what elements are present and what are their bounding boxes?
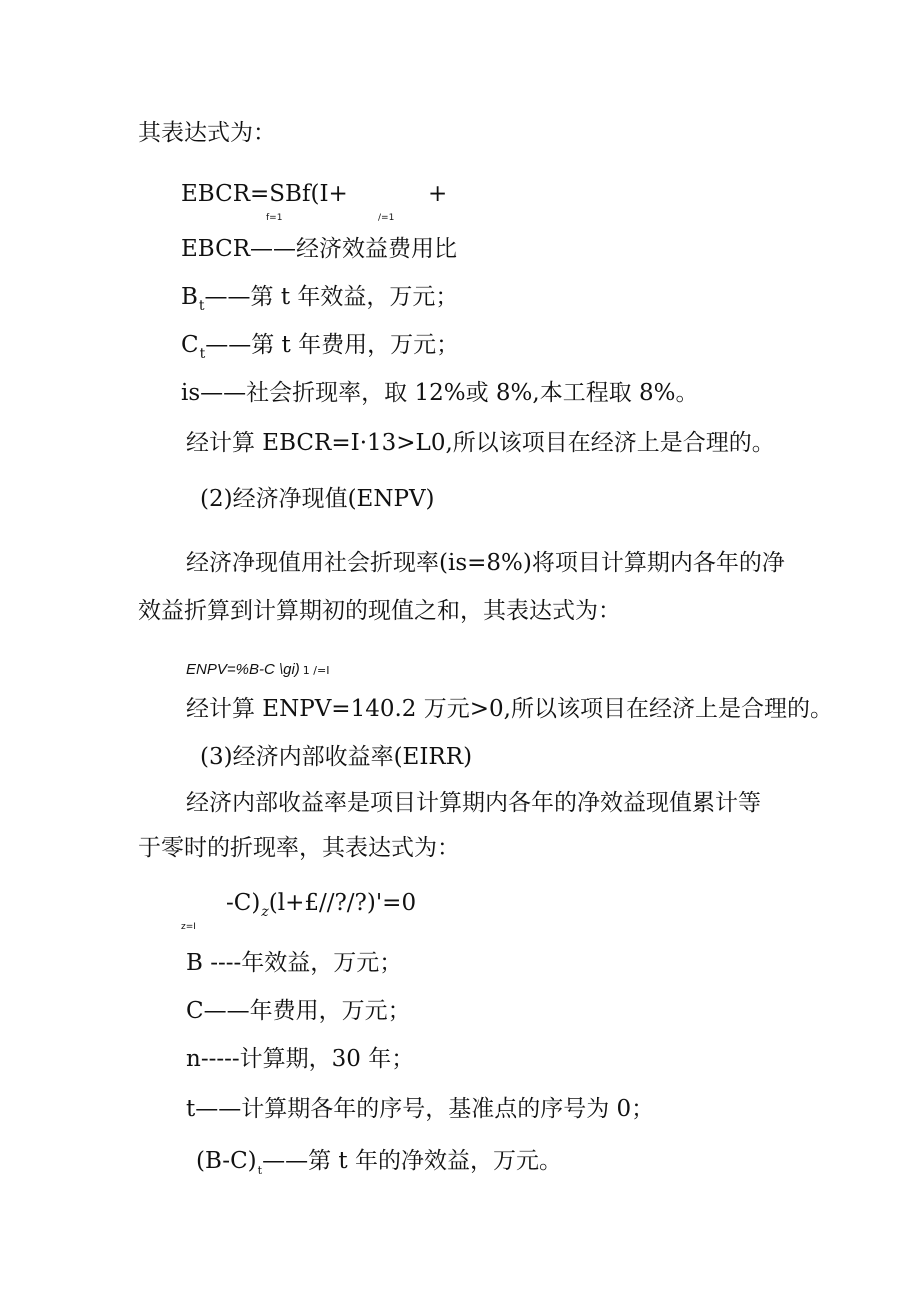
ebcr-formula-sub1: f=1 <box>266 213 283 223</box>
c-definition: C——年费用，万元； <box>186 998 411 1024</box>
net-benefit-subscript: t <box>257 1164 263 1177</box>
enpv-result: 经计算 ENPV=140.2 万元>0,所以该项目在经济上是合理的。 <box>186 696 833 722</box>
benefit-subscript: t <box>198 298 205 314</box>
net-benefit-definition <box>196 1146 562 1180</box>
eirr-paragraph-line2: 于零时的折现率，其表达式为： <box>138 835 460 861</box>
intro-text: 其表达式为： <box>138 120 276 146</box>
ebcr-formula-sub2: /=1 <box>378 213 395 223</box>
n-definition: n-----计算期，30 年； <box>186 1046 415 1072</box>
benefit-text: ——第 t 年效益，万元； <box>204 284 459 310</box>
enpv-formula <box>186 652 329 686</box>
cost-text: ——第 t 年费用，万元； <box>205 332 460 358</box>
eirr-paragraph-line1: 经济内部收益率是项目计算期内各年的净效益现值累计等 <box>186 790 761 816</box>
ebcr-formula-plus: + <box>428 181 448 207</box>
net-benefit-text: ——第 t 年的净效益，万元。 <box>262 1148 562 1174</box>
net-benefit-symbol: (B-C) <box>196 1148 257 1174</box>
eirr-formula-main: $-C)_z(l+£//?/?)'=0$ <box>226 890 417 920</box>
enpv-paragraph-line1: 经济净现值用社会折现率(is=8%)将项目计算期内各年的净 <box>186 550 785 576</box>
b-definition: B ----年效益，万元； <box>186 950 403 976</box>
ebcr-definition: EBCR——经济效益费用比 <box>181 236 458 262</box>
eirr-formula-sub: z=I <box>181 922 196 932</box>
discount-rate-definition: is——社会折现率，取 12%或 8%,本工程取 8%。 <box>181 380 699 406</box>
ebcr-result: 经计算 EBCR=I·13>L0,所以该项目在经济上是合理的。 <box>186 430 775 456</box>
benefit-definition <box>181 282 458 315</box>
enpv-paragraph-line2: 效益折算到计算期初的现值之和，其表达式为： <box>138 598 621 624</box>
enpv-heading: (2)经济净现值(ENPV) <box>200 486 435 512</box>
ebcr-formula-main: EBCR=SBf(I+ <box>181 181 348 207</box>
cost-symbol: C <box>181 332 199 358</box>
enpv-formula-main: ENPV=%B-C \gi) <box>186 661 300 678</box>
t-definition: t——计算期各年的序号，基准点的序号为 0； <box>186 1096 655 1122</box>
cost-subscript: t <box>199 346 206 362</box>
enpv-formula-tail: 1 /=I <box>302 664 330 677</box>
benefit-symbol: B <box>181 284 198 310</box>
cost-definition <box>181 330 459 363</box>
eirr-heading: (3)经济内部收益率(EIRR) <box>200 744 473 770</box>
